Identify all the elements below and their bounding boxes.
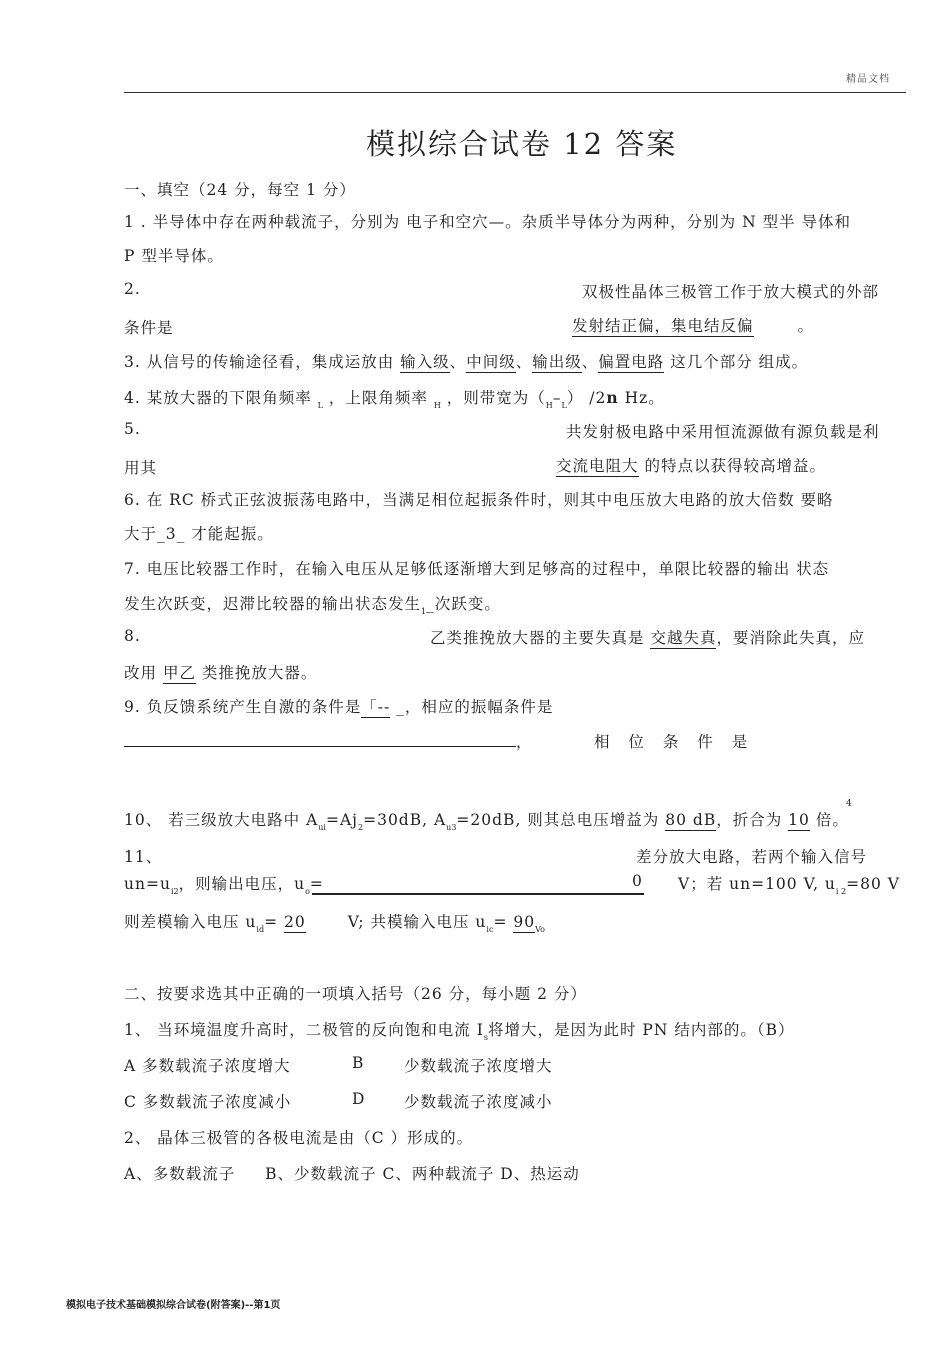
q6-line2: 大于_3_ 才能起振。 [124, 525, 274, 543]
q5-post: 的特点以获得较高增益。 [644, 457, 826, 475]
q5-number: 5. [124, 420, 141, 438]
q1-line1 [124, 210, 851, 232]
q8-label: 改用 [124, 664, 158, 682]
q11-answer3: 90 [513, 913, 536, 931]
q11-text: 差分放大电路，若两个输入信号 [636, 848, 868, 866]
q11-l2sub3: i 2 [835, 887, 847, 896]
q5-text: 共发射极电路中采用恒流源做有源负载是利 [566, 423, 880, 441]
q11-line2-right [678, 872, 900, 894]
s2-q1-optA: A 多数载流子浓度增大 [124, 1057, 291, 1075]
q8-answer2: 甲乙 [162, 664, 196, 682]
q7-line2a: 发生次跃变，迟滞比较器的输出状态发生 [124, 595, 422, 613]
q8-answer: 交越失真 [650, 629, 717, 647]
q9-phase-label: 相 位 条 件 是 [594, 733, 755, 751]
s2-q1-optD-letter: D [352, 1090, 366, 1108]
q3-line [124, 350, 808, 372]
q11-l2e: =80 V [846, 875, 900, 893]
q2-label: 条件是 [124, 319, 174, 337]
q4-frac: – [552, 389, 562, 407]
q7-line2 [124, 592, 501, 614]
q10-sup: 4 [846, 799, 852, 809]
s2-q1-optB: 少数载流子浓度增大 [404, 1057, 553, 1075]
q10-mid3: =20dB, 则其总电压增益为 [456, 811, 660, 829]
s2-q1-line [124, 1018, 794, 1040]
q2-end: 。 [797, 317, 815, 335]
s2-q2-optC: C、两种载流子 [382, 1165, 495, 1183]
q9-bracket: 「-- [361, 698, 391, 716]
q4-sub-l2: L [561, 401, 567, 410]
q3-post: 这几个部分 组成。 [670, 353, 809, 371]
s2-q2-optB: B、少数载流子 [265, 1165, 377, 1183]
q4-post: ） /2 [566, 389, 607, 407]
q8-line2 [124, 661, 317, 683]
q10-line [124, 808, 849, 830]
q4-sub-h2: H [545, 401, 553, 410]
s2-q1-sub: s [483, 1033, 488, 1042]
q10-mid1: =Aj [326, 811, 358, 829]
q8-pre: 乙类推挽放大器的主要失真是 [430, 629, 645, 647]
q3-answer3: 输出级 [532, 353, 582, 371]
q1-answer1: 电子和空穴— [406, 213, 506, 231]
s2-q1-optC: C 多数载流子浓度减小 [124, 1093, 292, 1111]
q3-sep1: 、 [449, 353, 467, 371]
q3-answer2: 中间级 [466, 353, 516, 371]
q11-l3c: V; 共模输入电压 u [347, 913, 487, 931]
q1-answer3: 导体和 [801, 213, 852, 231]
q2-number: 2. [124, 280, 141, 298]
q7-line1: 7. 电压比较器工作时，在输入电压从足够低逐渐增大到足够高的过程中，单限比较器的输出 状态 [124, 560, 830, 578]
q11-l3sub2: ic [486, 925, 494, 934]
q3-sep2: 、 [515, 353, 533, 371]
q3-answer1: 输入级 [400, 353, 450, 371]
s2-q1-optB-letter: B [352, 1054, 365, 1072]
q6-line1: 6. 在 RC 桥式正弦波振荡电路中，当满足相位起振条件时，则其中电压放大电路的放大倍数 要略 [124, 491, 834, 509]
q10-pre: 10、 若三级放大电路中 A [124, 811, 319, 829]
q3-pre: 3. 从信号的传输途径看，集成运放由 [124, 353, 395, 371]
q10-answer2: 10 [788, 811, 810, 829]
section2-heading: 二、按要求选其中正确的一项填入括号（26 分，每小题 2 分） [124, 985, 587, 1003]
q11-output-blank-line [312, 893, 644, 895]
q4-sub-h: H [433, 401, 441, 410]
q10-post: 倍。 [815, 811, 849, 829]
section1-heading: 一、填空（24 分，每空 1 分） [124, 181, 356, 199]
q4-pi: n [606, 388, 619, 407]
s2-q2-options [124, 1162, 580, 1184]
header-label: 精品文档 [846, 74, 890, 85]
q10-mid4: ，折合为 [716, 811, 783, 829]
s2-q1-i: I [476, 1021, 484, 1039]
q4-sub-l: L [317, 401, 323, 410]
q1-line2: P 型半导体。 [124, 247, 224, 265]
q10-sub2: 2 [358, 823, 364, 832]
q11-l3e: Vo [535, 925, 545, 934]
q5-answer: 交流电阻大 [556, 457, 639, 475]
s2-q2-optD: D、热运动 [500, 1165, 580, 1183]
q11-l2a: un=u [124, 875, 171, 893]
q9-blank-line [124, 746, 516, 747]
q8-post2: 类推挽放大器。 [201, 664, 318, 682]
q9-comma: ， [516, 733, 533, 751]
q11-answer1: 0 [632, 872, 643, 890]
q11-l2d: V；若 un=100 V, u [678, 875, 836, 893]
q9-pre: 9. 负反馈系统产生自激的条件是 [124, 698, 362, 716]
q11-l2c: = [309, 875, 324, 893]
q11-l2sub: i2 [170, 887, 179, 896]
s2-q1-post: 将增大，是因为此时 PN 结内部的。（B） [487, 1021, 795, 1039]
q5-answer-row [556, 454, 826, 476]
q10-mid2: =30dB, A [363, 811, 447, 829]
q7-line2b: _次跃变。 [426, 595, 501, 613]
q10-answer1: 80 dB [665, 811, 717, 829]
header-divider [124, 92, 906, 93]
q11-l2b: ，则输出电压，u [178, 875, 306, 893]
q11-answer2: 20 [284, 913, 306, 931]
q5-label: 用其 [124, 459, 158, 477]
q11-line2-left [124, 872, 324, 894]
q3-sep3: 、 [581, 353, 599, 371]
q2-text: 双极性晶体三极管工作于放大模式的外部 [582, 283, 880, 301]
q10-sub1: ui [318, 823, 326, 832]
q11-l3b: = [264, 913, 279, 931]
s2-q1-pre: 1、 当环境温度升高时，二极管的反向饱和电流 [124, 1021, 471, 1039]
q7-sub: 1 [421, 607, 427, 616]
q4-unit: Hz。 [624, 389, 665, 407]
s2-q2-line: 2、 晶体三极管的各极电流是由（C ）形成的。 [124, 1129, 474, 1147]
q11-l3sub: id [256, 925, 265, 934]
q4-line [124, 386, 665, 408]
q10-sub3: u3 [446, 823, 457, 832]
page-title: 模拟综合试卷 12 答案 [366, 127, 678, 161]
s2-q2-optA: A、多数载流子 [124, 1165, 236, 1183]
q8-text [430, 626, 865, 648]
q4-mid2: ，则带宽为（ [446, 389, 546, 407]
q4-pre: 4. 某放大器的下限角频率 [124, 389, 312, 407]
q1-answer2: N 型半 [742, 213, 796, 231]
q1-mid: 。杂质半导体分为两种，分别为 [505, 213, 737, 231]
q9-line1 [124, 695, 553, 717]
q11-l3a: 则差模输入电压 u [124, 913, 257, 931]
q2-answer: 发射结正偏，集电结反偏 [572, 317, 754, 335]
q8-post: ，要消除此失真，应 [716, 629, 865, 647]
s2-q1-optD: 少数载流子浓度减小 [404, 1093, 553, 1111]
q11-number: 11、 [124, 848, 163, 866]
q3-answer4: 偏置电路 [598, 353, 665, 371]
q8-number: 8. [124, 627, 141, 645]
q9-post: _，相应的振幅条件是 [396, 698, 554, 716]
q11-l2sub2: o [305, 887, 310, 896]
q4-mid1: ，上限角频率 [328, 389, 428, 407]
q2-answer-row [572, 314, 814, 336]
q11-line3 [124, 910, 545, 932]
q11-l3d: = [493, 913, 508, 931]
page-footer: 模拟电子技术基础模拟综合试卷(附答案)--第1页 [66, 1300, 281, 1311]
q1-pre: 1 . 半导体中存在两种载流子，分别为 [124, 213, 401, 231]
